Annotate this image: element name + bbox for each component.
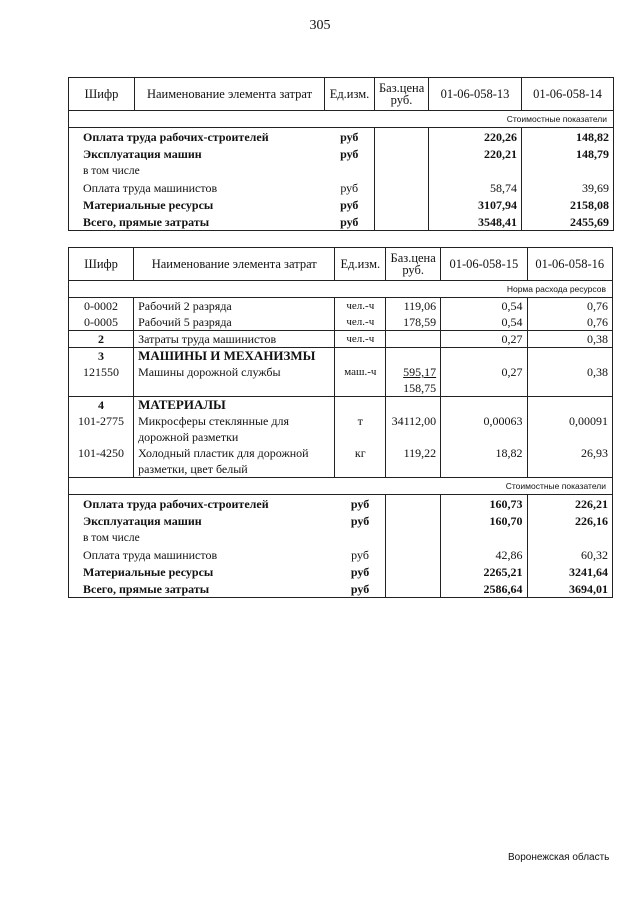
row-name: Всего, прямые затраты — [69, 580, 335, 598]
resource-row — [69, 298, 613, 315]
row-name: в том числе — [69, 162, 325, 179]
empty-cell — [335, 348, 386, 365]
group-row-materials — [69, 397, 613, 414]
empty-cell — [386, 546, 441, 563]
empty-cell — [325, 162, 375, 179]
empty-cell — [335, 397, 386, 414]
resource-row-cont — [69, 461, 613, 478]
row-value-1: 0,00063 — [441, 413, 527, 429]
row-value-2: 39,69 — [522, 179, 614, 196]
row-name: Материальные ресурсы — [69, 563, 335, 580]
row-unit: чел.-ч — [335, 314, 386, 331]
row-unit: руб — [350, 564, 370, 579]
section-label: Стоимостные показатели — [69, 111, 614, 128]
header-name: Наименование элемента затрат — [135, 78, 325, 111]
empty-cell — [522, 162, 614, 179]
empty-cell — [441, 529, 527, 546]
row-value-1: 0,54 — [441, 314, 527, 331]
row-price: 119,06 — [386, 298, 441, 315]
row-unit: т — [335, 413, 386, 429]
header-base-price: Баз.цена руб. — [375, 78, 429, 111]
row-name: в том числе — [69, 529, 335, 546]
row-code: 101-4250 — [69, 445, 134, 461]
row-value-2: 0,00091 — [527, 413, 612, 429]
empty-cell — [69, 429, 134, 445]
table-row — [69, 196, 614, 213]
header-col1: 01-06-058-15 — [441, 248, 527, 281]
empty-cell — [335, 529, 386, 546]
row-value-1: 160,70 — [441, 512, 527, 529]
empty-cell — [375, 179, 429, 196]
group-name: МАШИНЫ И МЕХАНИЗМЫ — [134, 348, 335, 365]
section-label-row — [69, 111, 614, 128]
row-unit: руб — [340, 129, 359, 144]
group-code: 3 — [69, 348, 134, 365]
row-unit: руб — [335, 580, 386, 598]
table-row — [69, 179, 614, 196]
empty-cell — [441, 429, 527, 445]
header-code: Шифр — [69, 78, 135, 111]
table-header — [69, 248, 613, 281]
row-unit: руб — [340, 146, 359, 161]
empty-cell — [335, 380, 386, 397]
section-label-row — [69, 281, 613, 298]
row-value-2: 148,82 — [522, 128, 614, 146]
row-value-2: 2158,08 — [522, 196, 614, 213]
empty-cell — [134, 380, 335, 397]
table-row — [69, 546, 613, 563]
empty-cell — [386, 512, 441, 529]
empty-cell — [386, 348, 441, 365]
empty-cell — [375, 145, 429, 162]
group-row-machines — [69, 348, 613, 365]
row-value-1: 2265,21 — [441, 563, 527, 580]
resource-row — [69, 445, 613, 461]
section-label-costs: Стоимостные показатели — [69, 478, 613, 495]
empty-cell — [335, 461, 386, 478]
row-unit: руб — [350, 513, 370, 528]
row-name: Оплата труда рабочих-строителей — [69, 128, 325, 146]
row-code: 0-0002 — [69, 298, 134, 315]
empty-cell — [335, 429, 386, 445]
row-name: Холодный пластик для дорожной — [134, 445, 335, 461]
row-name: Машины дорожной службы — [134, 364, 335, 380]
row-code: 2 — [69, 331, 134, 348]
empty-cell — [527, 380, 612, 397]
row-value-1: 160,73 — [441, 495, 527, 513]
empty-cell — [386, 331, 441, 348]
empty-cell — [527, 397, 612, 414]
row-value-2: 2455,69 — [522, 213, 614, 231]
row-name: Микросферы стеклянные для — [134, 413, 335, 429]
resource-subrow — [69, 380, 613, 397]
row-value-1: 2586,64 — [441, 580, 527, 598]
row-unit: чел.-ч — [335, 331, 386, 348]
empty-cell — [386, 580, 441, 598]
row-name: Эксплуатация машин — [69, 145, 325, 162]
empty-cell — [527, 348, 612, 365]
table-row — [69, 529, 613, 546]
row-value-2: 226,21 — [527, 495, 612, 513]
empty-cell — [386, 429, 441, 445]
row-value-2: 3241,64 — [527, 563, 612, 580]
empty-cell — [441, 461, 527, 478]
row-value-2: 26,93 — [527, 445, 612, 461]
header-code: Шифр — [69, 248, 134, 281]
empty-cell — [527, 529, 612, 546]
row-unit: кг — [335, 445, 386, 461]
row-unit: чел.-ч — [335, 298, 386, 315]
table-header — [69, 78, 614, 111]
group-name: МАТЕРИАЛЫ — [134, 397, 335, 414]
resource-row — [69, 314, 613, 331]
row-name-cont: дорожной разметки — [134, 429, 335, 445]
table-row — [69, 563, 613, 580]
header-col2: 01-06-058-16 — [527, 248, 612, 281]
row-price: 595,17 — [386, 364, 441, 380]
table-row — [69, 145, 614, 162]
resource-row-cont — [69, 429, 613, 445]
empty-cell — [386, 461, 441, 478]
row-price-sub: 158,75 — [386, 380, 441, 397]
row-unit: маш.-ч — [335, 364, 386, 380]
empty-cell — [375, 213, 429, 231]
empty-cell — [386, 397, 441, 414]
empty-cell — [375, 196, 429, 213]
row-value-2: 226,16 — [527, 512, 612, 529]
row-code: 121550 — [69, 364, 134, 380]
header-col1: 01-06-058-13 — [429, 78, 522, 111]
row-value-1: 220,26 — [429, 128, 522, 146]
row-name: Оплата труда машинистов — [69, 546, 335, 563]
row-value-1: 58,74 — [429, 179, 522, 196]
row-code: 0-0005 — [69, 314, 134, 331]
footer-region: Воронежская область — [508, 852, 610, 863]
row-unit: руб — [340, 180, 359, 195]
row-value-2: 60,32 — [527, 546, 612, 563]
row-unit: руб — [325, 213, 375, 231]
empty-cell — [441, 397, 527, 414]
empty-cell — [386, 563, 441, 580]
group-code: 4 — [69, 397, 134, 414]
empty-cell — [429, 162, 522, 179]
row-value-2: 0,76 — [527, 298, 612, 315]
row-value-2: 0,38 — [527, 331, 612, 348]
empty-cell — [386, 495, 441, 513]
section-label-norms: Норма расхода ресурсов — [69, 281, 613, 298]
header-col2: 01-06-058-14 — [522, 78, 614, 111]
row-value-1: 18,82 — [441, 445, 527, 461]
row-price: 178,59 — [386, 314, 441, 331]
empty-cell — [375, 162, 429, 179]
header-base-price: Баз.цена руб. — [386, 248, 441, 281]
table-row — [69, 162, 614, 179]
empty-cell — [441, 380, 527, 397]
row-name: Эксплуатация машин — [69, 512, 335, 529]
table-row — [69, 512, 613, 529]
resource-row — [69, 364, 613, 380]
table-row — [69, 128, 614, 146]
row-price: 119,22 — [386, 445, 441, 461]
row-name: Рабочий 5 разряда — [134, 314, 335, 331]
row-name: Затраты труда машинистов — [134, 331, 335, 348]
row-name: Материальные ресурсы — [69, 196, 325, 213]
table-row — [69, 580, 613, 598]
resource-row — [69, 331, 613, 348]
section-label-row — [69, 478, 613, 495]
row-name: Оплата труда рабочих-строителей — [69, 495, 335, 513]
table-row — [69, 213, 614, 231]
row-value-1: 42,86 — [441, 546, 527, 563]
row-name: Всего, прямые затраты — [69, 213, 325, 231]
header-unit: Ед.изм. — [335, 248, 386, 281]
empty-cell — [527, 429, 612, 445]
row-unit: руб — [351, 547, 369, 562]
row-value-2: 0,38 — [527, 364, 612, 380]
resource-row — [69, 413, 613, 429]
row-code: 101-2775 — [69, 413, 134, 429]
table-row — [69, 495, 613, 513]
header-unit: Ед.изм. — [325, 78, 375, 111]
empty-cell — [375, 128, 429, 146]
row-unit: руб — [350, 496, 370, 511]
row-name: Рабочий 2 разряда — [134, 298, 335, 315]
row-value-1: 0,54 — [441, 298, 527, 315]
header-name: Наименование элемента затрат — [134, 248, 335, 281]
row-value-1: 3107,94 — [429, 196, 522, 213]
row-value-1: 220,21 — [429, 145, 522, 162]
empty-cell — [386, 529, 441, 546]
row-value-1: 0,27 — [441, 331, 527, 348]
row-value-2: 3694,01 — [527, 580, 612, 598]
row-value-1: 3548,41 — [429, 213, 522, 231]
cost-table-1 — [68, 77, 614, 231]
empty-cell — [441, 348, 527, 365]
row-name: Оплата труда машинистов — [69, 179, 325, 196]
row-value-2: 148,79 — [522, 145, 614, 162]
cost-table-2 — [68, 247, 613, 598]
row-name-cont: разметки, цвет белый — [134, 461, 335, 478]
row-unit: руб — [340, 197, 359, 212]
row-price: 34112,00 — [386, 413, 441, 429]
row-value-1: 0,27 — [441, 364, 527, 380]
page-number: 305 — [309, 18, 331, 33]
empty-cell — [69, 461, 134, 478]
empty-cell — [69, 380, 134, 397]
row-value-2: 0,76 — [527, 314, 612, 331]
empty-cell — [527, 461, 612, 478]
